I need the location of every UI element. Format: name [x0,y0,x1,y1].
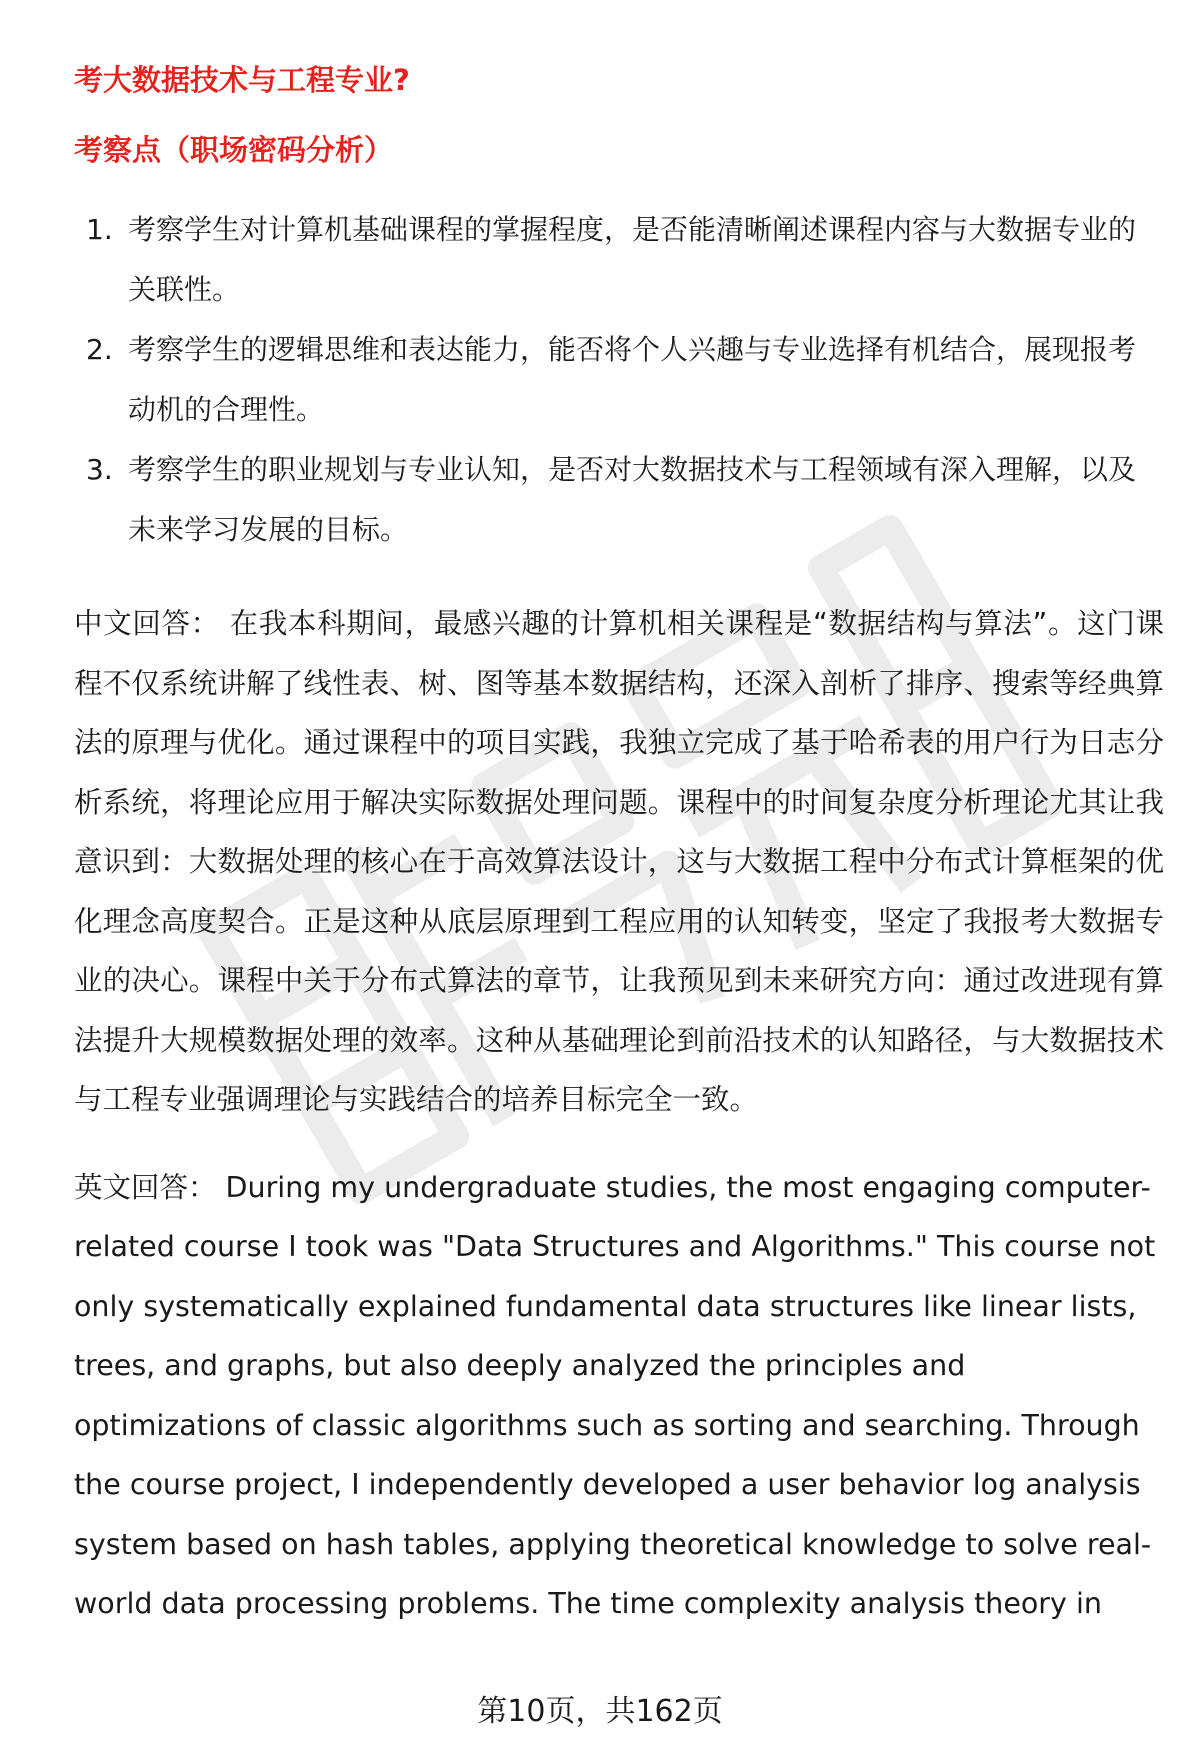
question-title: 考大数据技术与工程专业? [74,63,410,97]
list-item-number: 1. [86,213,113,246]
list-item-text: 考察学生的逻辑思维和表达能力，能否将个人兴趣与专业选择有机结合，展现报考动机的合理性。 [128,333,1137,426]
list-item-text: 考察学生对计算机基础课程的掌握程度，是否能清晰阐述课程内容与大数据专业的关联性。 [128,213,1137,306]
list-item [74,440,1159,560]
list-item-number: 2. [86,333,113,366]
assessment-points-list [74,200,1154,560]
list-item [74,200,1159,320]
list-item-text: 考察学生的职业规划与专业认知，是否对大数据技术与工程领域有深入理解，以及未来学习发展的目标。 [128,453,1137,546]
english-answer-paragraph: 英文回答： During my undergraduate studies, the most engaging computer-related course I took was "Data Structures and Algorithms." This course not only systematically explained fundamental data structures like linear lists, trees, and graphs, but also deeply analyzed the principles and optimizations of classic algorithms such as sorting and searching. Through the course project, I independently developed a user behavior log analysis system based on hash tables, applying theoretical knowledge to solve real-world data processing problems. The time complexity analysis theory in [74,1170,1156,1620]
chinese-answer-paragraph: 中文回答： 在我本科期间，最感兴趣的计算机相关课程是“数据结构与算法”。这门课程不仅系统讲解了线性表、树、图等基本数据结构，还深入剖析了排序、搜索等经典算法的原理与优化。通过课程中的项目实践，我独立完成了基于哈希表的用户行为日志分析系统，将理论应用于解决实际数据处理问题。课程中的时间复杂度分析理论尤其让我意识到：大数据处理的核心在于高效算法设计，这与大数据工程中分布式计算框架的优化理念高度契合。正是这种从底层原理到工程应用的认知转变，坚定了我报考大数据专业的决心。课程中关于分布式算法的章节，让我预见到未来研究方向：通过改进现有算法提升大规模数据处理的效率。这种从基础理论到前沿技术的认知路径，与大数据技术与工程专业强调理论与实践结合的培养目标完全一致。 [74,607,1164,1116]
list-item-number: 3. [86,453,113,486]
assessment-heading: 考察点（职场密码分析） [74,133,394,167]
page-number-footer: 第10页，共162页 [477,1694,723,1729]
document-body [74,50,1164,1634]
list-item [74,320,1159,440]
